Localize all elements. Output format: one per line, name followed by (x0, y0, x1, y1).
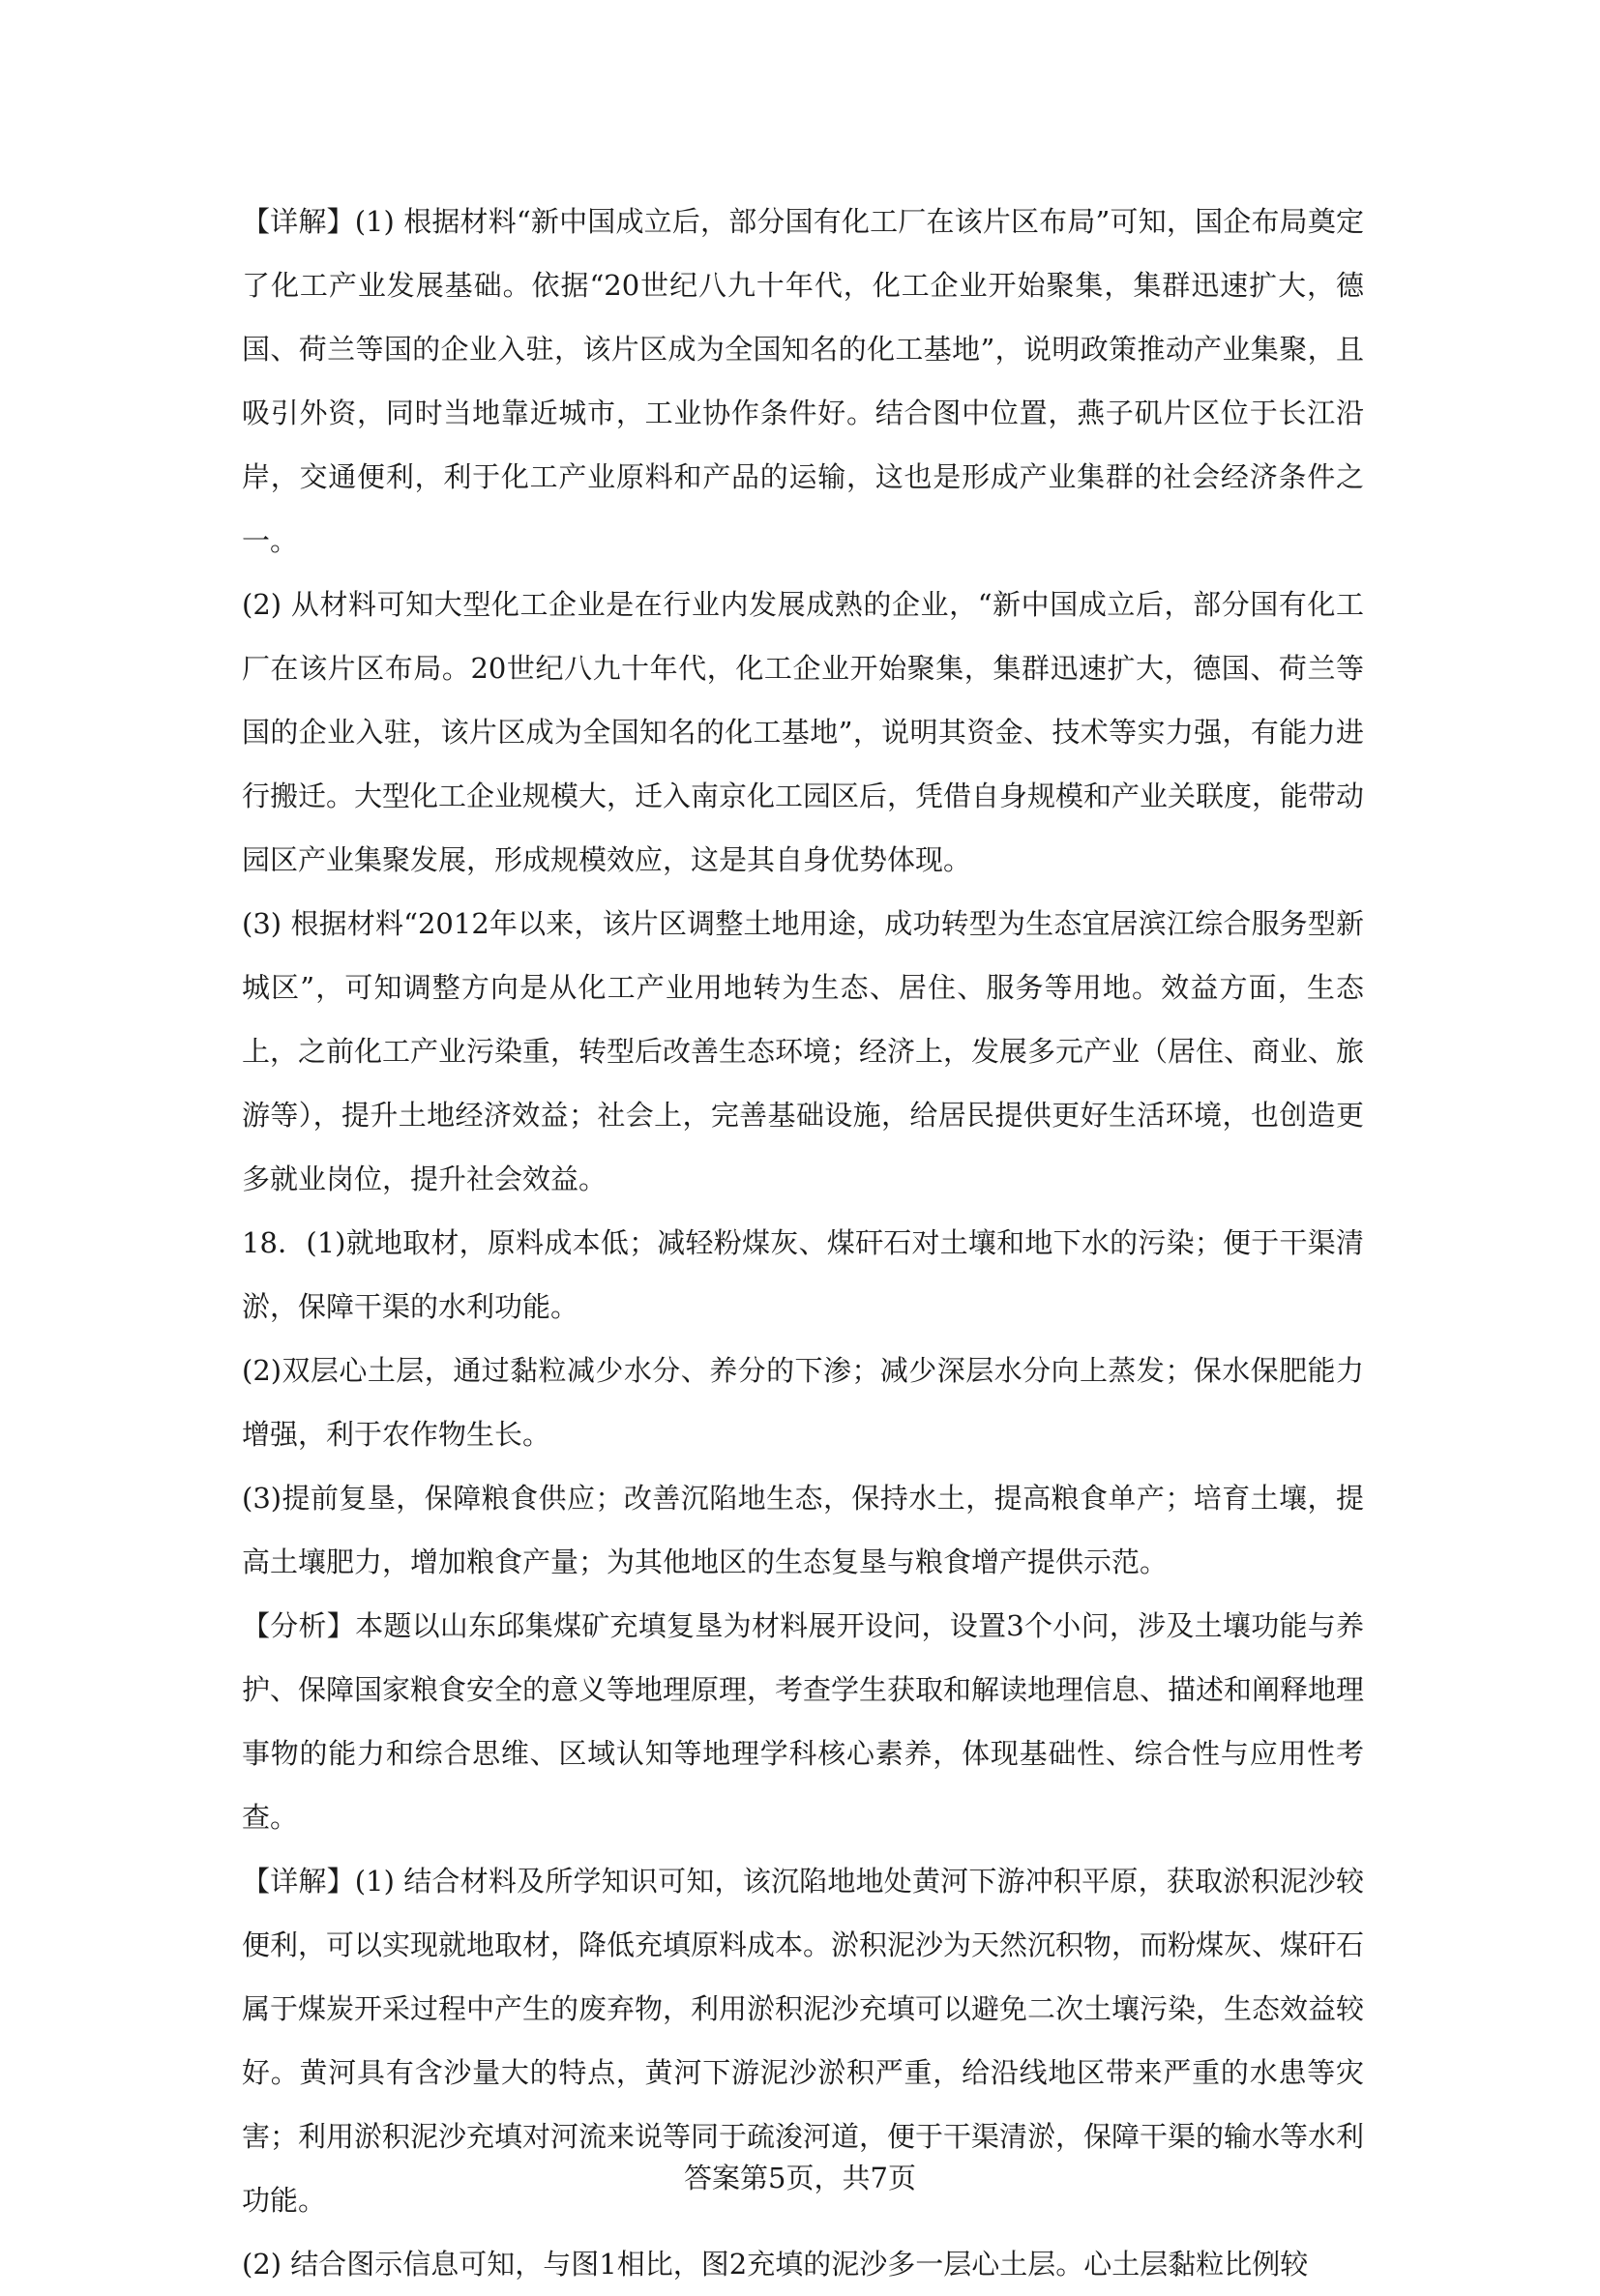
paragraph-answer-q18-part2: (2)双层心土层，通过黏粒减少水分、养分的下渗；减少深层水分向上蒸发；保水保肥能力增强，利于农作物生长。 (242, 1354, 1364, 1451)
paragraph-analysis-q18: 【分析】本题以山东邱集煤矿充填复垦为材料展开设问，设置3个小问，涉及土壤功能与养护、保障国家粮食安全的意义等地理原理，考查学生获取和解读地理信息、描述和阐释地理事物的能力和综合思维、区域认知等地理学科核心素养，体现基础性、综合性与应用性考查。 (242, 1609, 1365, 1834)
page-footer: 答案第5页，共7页 (684, 2162, 916, 2194)
paragraph-detail-q18-part2: (2) 结合图示信息可知，与图1相比，图2充填的泥沙多一层心土层。心土层黏粒比例较 (242, 2248, 1309, 2281)
answer-content (242, 190, 1364, 2296)
paragraph-detail-q17-part1: 【详解】(1) 根据材料“新中国成立后，部分国有化工厂在该片区布局”可知，国企布局奠定了化工产业发展基础。依据“20世纪八九十年代，化工企业开始聚集，集群迅速扩大，德国、荷兰等国的企业入驻，该片区成为全国知名的化工基地”，说明政策推动产业集聚，且吸引外资，同时当地靠近城市，工业协作条件好。结合图中位置，燕子矶片区位于长江沿岸，交通便利，利于化工产业原料和产品的运输，这也是形成产业集群的社会经济条件之一。 (242, 205, 1364, 557)
paragraph-answer-q18-part1: 18．(1)就地取材，原料成本低；减轻粉煤灰、煤矸石对土壤和地下水的污染；便于干渠清淤，保障干渠的水利功能。 (242, 1226, 1364, 1323)
paragraph-detail-q18-part1: 【详解】(1) 结合材料及所学知识可知，该沉陷地地处黄河下游冲积平原，获取淤积泥沙较便利，可以实现就地取材，降低充填原料成本。淤积泥沙为天然沉积物，而粉煤灰、煤矸石属于煤炭开采过程中产生的废弃物，利用淤积泥沙充填可以避免二次土壤污染，生态效益较好。黄河具有含沙量大的特点，黄河下游泥沙淤积严重，给沿线地区带来严重的水患等灾害；利用淤积泥沙充填对河流来说等同于疏浚河道，便于干渠清淤，保障干渠的输水等水利功能。 (242, 1865, 1365, 2217)
paragraph-detail-q17-part3: (3) 根据材料“2012年以来，该片区调整土地用途，成功转型为生态宜居滨江综合服务型新城区”，可知调整方向是从化工产业用地转为生态、居住、服务等用地。效益方面，生态上，之前化工产业污染重，转型后改善生态环境；经济上，发展多元产业（居住、商业、旅游等），提升土地经济效益；社会上，完善基础设施，给居民提供更好生活环境，也创造更多就业岗位，提升社会效益。 (242, 907, 1365, 1195)
paragraph-answer-q18-part3: (3)提前复垦，保障粮食供应；改善沉陷地生态，保持水土，提高粮食单产；培育土壤，提高土壤肥力，增加粮食产量；为其他地区的生态复垦与粮食增产提供示范。 (242, 1482, 1364, 1578)
paragraph-detail-q17-part2: (2) 从材料可知大型化工企业是在行业内发展成熟的企业，“新中国成立后，部分国有化工厂在该片区布局。20世纪八九十年代，化工企业开始聚集，集群迅速扩大，德国、荷兰等国的企业入驻，该片区成为全国知名的化工基地”，说明其资金、技术等实力强，有能力进行搬迁。大型化工企业规模大，迁入南京化工园区后，凭借自身规模和产业关联度，能带动园区产业集聚发展，形成规模效应，这是其自身优势体现。 (242, 588, 1365, 876)
